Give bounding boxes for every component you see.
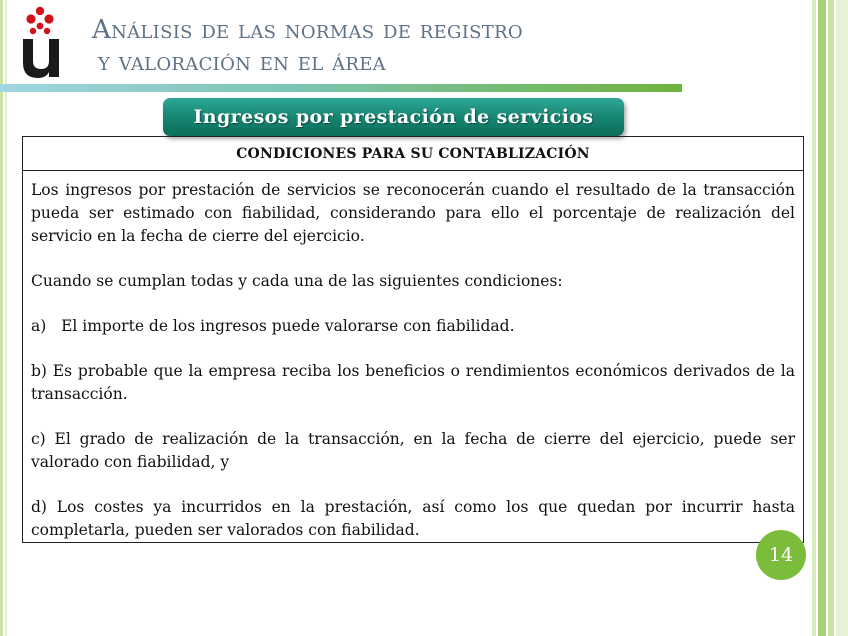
condition-a: a) El importe de los ingresos puede valorarse con fiabilidad. [31,317,515,335]
university-logo-icon [20,5,62,79]
paragraph-conditions-lead: Cuando se cumplan todas y cada una de las siguientes condiciones: [31,272,563,290]
right-decor-stripe [812,0,816,636]
slide-title [92,14,523,78]
table-header: CONDICIONES PARA SU CONTABLIZACIÓN [23,137,803,171]
right-decor-stripe [836,0,848,636]
slide-title-line1: Análisis de las normas de registro [92,15,523,45]
condition-d: d) Los costes ya incurridos en la prestación, así como los que quedan por incurrir hasta completarla, pueden ser valorados con fiabilidad. [31,498,795,539]
table-body [23,171,803,542]
condition-b: b) Es probable que la empresa reciba los beneficios o rendimientos económicos derivados de la transacción. [31,362,795,403]
section-banner: Ingresos por prestación de servicios [163,98,624,136]
conditions-table [22,136,804,543]
left-decor-stripe-inner [5,0,7,636]
right-decor-stripe [828,0,834,636]
right-decor-stripe [818,0,826,636]
paragraph-intro: Los ingresos por prestación de servicios se reconocerán cuando el resultado de la transacción pueda ser estimado con fiabilidad, considerando para ello el porcentaje de realización del servicio en la fecha de cierre del ejercicio. [31,181,795,245]
title-underline [0,84,682,92]
slide-title-line2: y valoración en el área [98,47,386,77]
condition-c: c) El grado de realización de la transacción, en la fecha de cierre del ejercicio, puede ser valorado con fiabilidad, y [31,430,795,471]
page-number-badge: 14 [756,530,806,580]
left-decor-stripe [0,0,3,636]
